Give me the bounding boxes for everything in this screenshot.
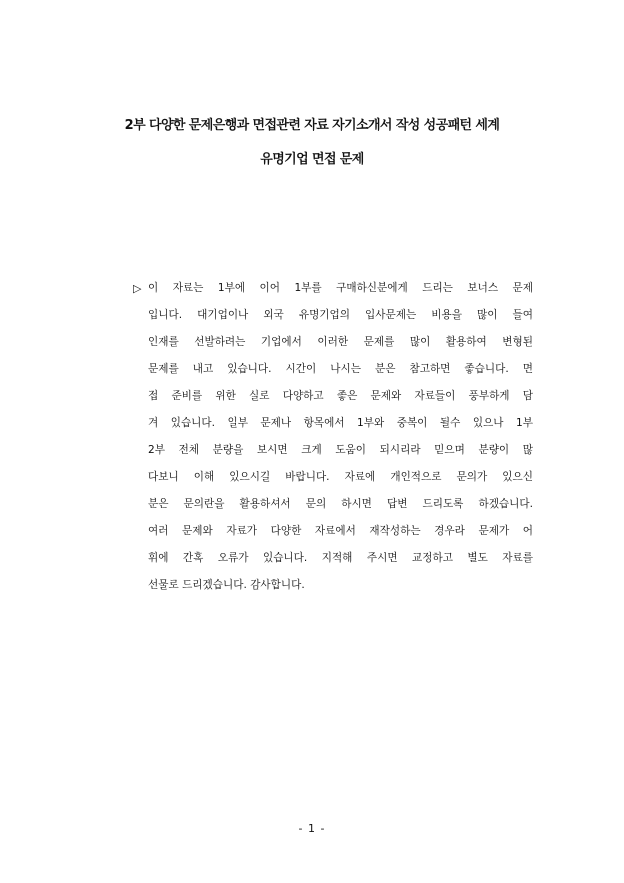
paragraph-line: 다보니 이해 있으시길 바랍니다. 자료에 개인적으로 문의가 있으신 — [148, 471, 533, 483]
triangle-bullet-icon: ▷ — [133, 282, 142, 295]
document-title-line-1: 2부 다양한 문제은행과 면접관련 자료 자기소개서 작성 성공패턴 세계 — [124, 118, 500, 133]
paragraph-line: 문제를 내고 있습니다. 시간이 나시는 분은 참고하면 좋습니다. 면 — [148, 363, 533, 375]
paragraph-line: 여러 문제와 자료가 다양한 자료에서 재작성하는 경우라 문제가 어 — [148, 525, 533, 537]
paragraph-line: 분은 문의란을 활용하셔서 문의 하시면 답변 드리도록 하겠습니다. — [148, 498, 533, 510]
paragraph-line: 입니다. 대기업이나 외국 유명기업의 입사문제는 비용을 많이 들여 — [148, 309, 533, 321]
paragraph-line: 접 준비를 위한 실로 다양하고 좋은 문제와 자료들이 풍부하게 담 — [148, 390, 533, 402]
document-title-line-2: 유명기업 면접 문제 — [260, 152, 364, 167]
paragraph-line: 겨 있습니다. 일부 문제나 항목에서 1부와 중복이 될수 있으나 1부 — [148, 417, 533, 429]
paragraph-line: 인재를 선발하려는 기업에서 이러한 문제를 많이 활용하여 변형된 — [148, 336, 533, 348]
paragraph-text — [148, 275, 533, 599]
paragraph-line: 선물로 드리겠습니다. 감사합니다. — [148, 579, 305, 591]
page-number: - 1 - — [298, 822, 326, 835]
paragraph-line: 2부 전체 분량을 보시면 크게 도움이 되시리라 믿으며 분량이 많 — [148, 444, 533, 456]
paragraph-line: 휘에 간혹 오류가 있습니다. 지적해 주시면 교정하고 별도 자료를 — [148, 552, 533, 564]
paragraph-line: 이 자료는 1부에 이어 1부를 구매하신분에게 드리는 보너스 문제 — [148, 282, 533, 294]
